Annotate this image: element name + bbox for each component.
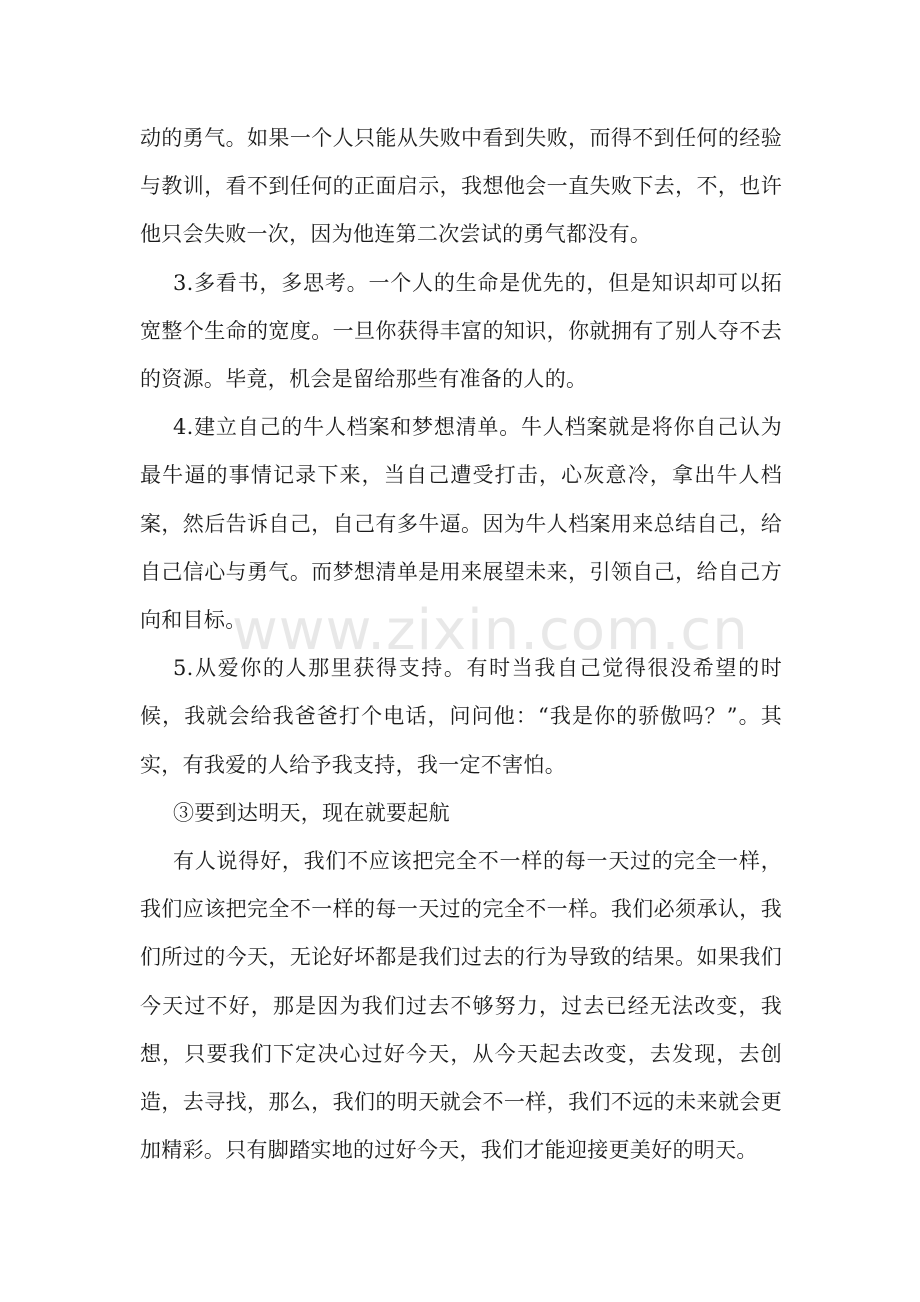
paragraph-6: 有人说得好，我们不应该把完全不一样的每一天过的完全一样，我们应该把完全不一样的每一天过的完全不一样。我们必须承认，我们所过的今天，无论好坏都是我们过去的行为导致的结果。如果我们今天过不好，那是因为我们过去不够努力，过去已经无法改变，我想，只要我们下定决心过好今天，从今天起去改变，去发现，去创造，去寻找，那么，我们的明天就会不一样，我们不远的未来就会更加精彩。只有脚踏实地的过好今天，我们才能迎接更美好的明天。 bbox=[140, 849, 782, 1163]
paragraph-2: 3.多看书，多思考。一个人的生命是优先的，但是知识却可以拓宽整个生命的宽度。一旦你获得丰富的知识，你就拥有了别人夺不去的资源。毕竟，机会是留给那些有准备的人的。 bbox=[140, 270, 782, 392]
paragraph-4: 5.从爱你的人那里获得支持。有时当我自己觉得很没希望的时候，我就会给我爸爸打个电话，问问他：“我是你的骄傲吗？”。其实，有我爱的人给予我支持，我一定不害怕。 bbox=[140, 656, 782, 777]
document-body bbox=[140, 114, 782, 1174]
watermark-text: www.zixin.com.cn bbox=[232, 598, 749, 663]
section-heading: ③要到达明天，现在就要起航 bbox=[173, 800, 450, 825]
paragraph-3: 4.建立自己的牛人档案和梦想清单。牛人档案就是将你自己认为最牛逼的事情记录下来，当自己遭受打击，心灰意冷，拿出牛人档案，然后告诉自己，自己有多牛逼。因为牛人档案用来总结自己，给自己信心与勇气。而梦想清单是用来展望未来，引领自己，给自己方向和目标。 bbox=[140, 415, 782, 633]
paragraph-1: 动的勇气。如果一个人只能从失败中看到失败，而得不到任何的经验与教训，看不到任何的正面启示，我想他会一直失败下去，不，也许他只会失败一次，因为他连第二次尝试的勇气都没有。 bbox=[140, 126, 782, 247]
